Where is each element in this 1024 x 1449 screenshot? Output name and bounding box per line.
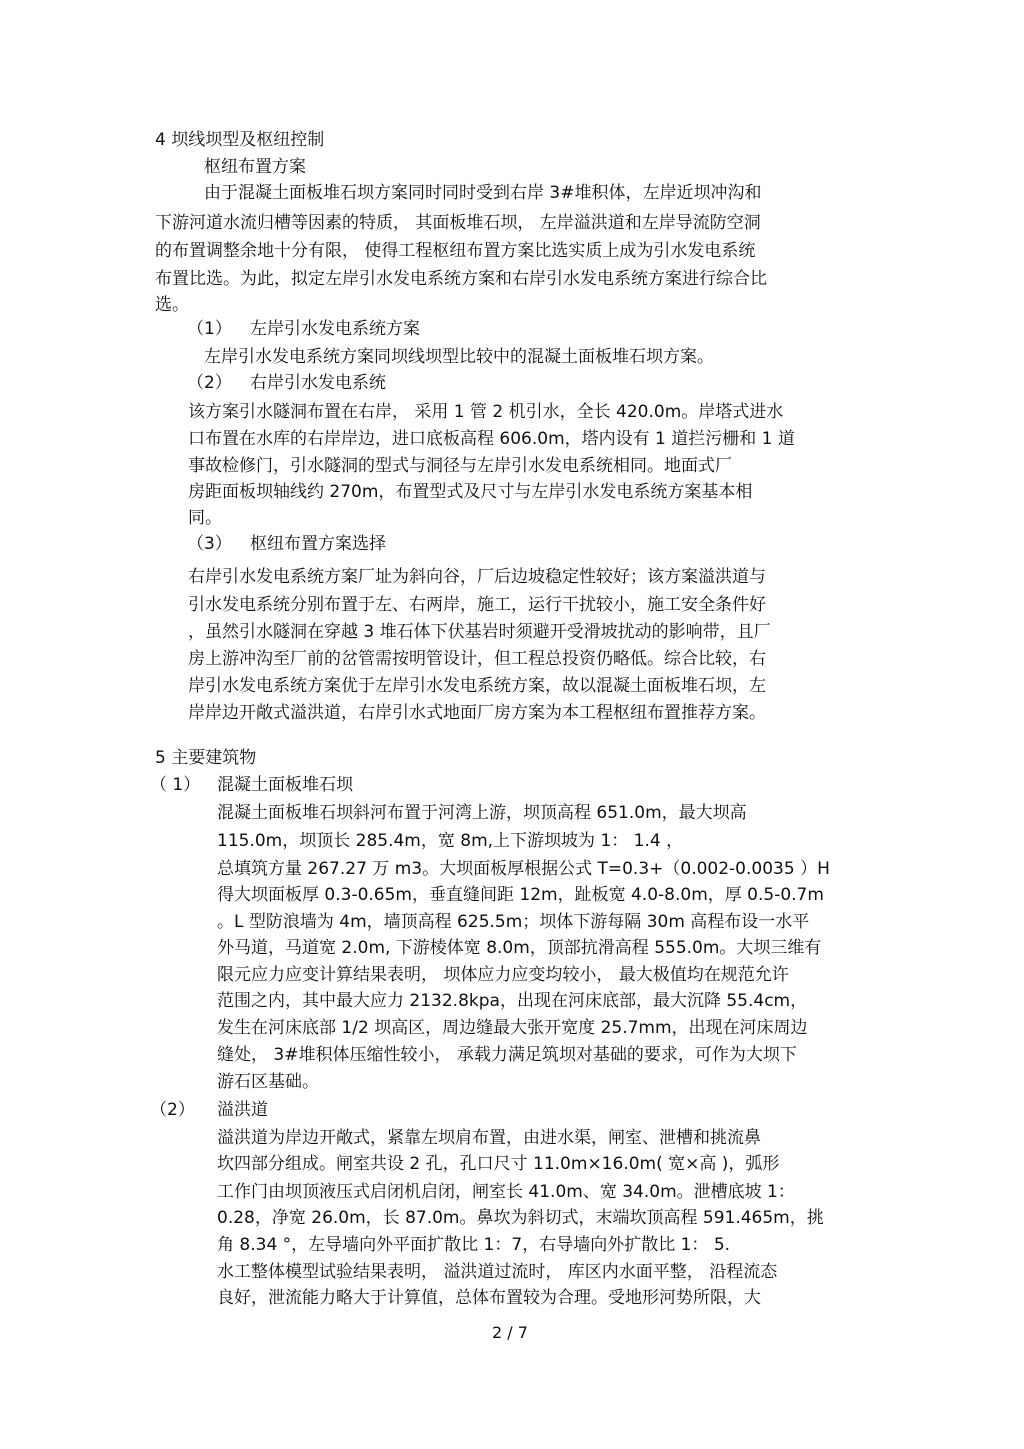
item-number: （1）: [187, 319, 232, 339]
paragraph-line: 房上游冲沟至厂前的岔管需按明管设计，但工程总投资仍略低。综合比较，右: [188, 649, 766, 669]
paragraph-line: 溢洪道为岸边开敞式，紧靠左坝肩布置，由进水渠，闸室、泄槽和挑流鼻: [217, 1128, 761, 1148]
item-title: 右岸引水发电系统: [250, 373, 386, 393]
paragraph-line: 范围之内，其中最大应力 2132.8kpa，出现在河床底部，最大沉降 55.4cm，: [217, 991, 808, 1011]
paragraph-line: 口布置在水库的右岸岸边，进口底板高程 606.0m，塔内设有 1 道拦污栅和 1 道: [188, 429, 795, 449]
paragraph-line: 115.0m，坝顶长 285.4m，宽 8m,上下游坝坡为 1： 1.4 ，: [217, 831, 684, 851]
paragraph-line: 的布置调整余地十分有限， 使得工程枢纽布置方案比选实质上成为引水发电系统: [155, 241, 756, 261]
section-5-heading: 5 主要建筑物: [155, 748, 257, 768]
paragraph-line: 左岸引水发电系统方案同坝线坝型比较中的混凝土面板堆石坝方案。: [204, 347, 714, 367]
paragraph-line: 限元应力应变计算结果表明， 坝体应力应变均较小， 最大极值均在规范允许: [217, 965, 789, 985]
paragraph-line: 下游河道水流归槽等因素的特质， 其面板堆石坝， 左岸溢洪道和左岸导流防空洞: [155, 213, 761, 233]
paragraph-line: 同。: [188, 508, 222, 528]
page-number: 2 / 7: [492, 1323, 528, 1342]
paragraph-line: 引水发电系统分别布置于左、右两岸，施工，运行干扰较小，施工安全条件好: [188, 595, 766, 615]
section-4-subheading: 枢纽布置方案: [204, 157, 306, 177]
paragraph-line: 该方案引水隧洞布置在右岸， 采用 1 管 2 机引水，全长 420.0m。岸塔式进水: [188, 402, 784, 422]
paragraph-line: 房距面板坝轴线约 270m，布置型式及尺寸与左岸引水发电系统方案基本相: [188, 482, 753, 502]
paragraph-line: 右岸引水发电系统方案厂址为斜向谷，厂后边坡稳定性较好；该方案溢洪道与: [188, 567, 766, 587]
paragraph-line: 良好，泄流能力略大于计算值，总体布置较为合理。受地形河势所限，大: [217, 1288, 761, 1308]
section-4-heading: 4 坝线坝型及枢纽控制: [155, 130, 325, 150]
paragraph-line: 岸引水发电系统方案优于左岸引水发电系统方案，故以混凝土面板堆石坝，左: [188, 676, 766, 696]
item-number: （3）: [187, 534, 232, 554]
paragraph-line: 外马道，马道宽 2.0m, 下游棱体宽 8.0m，顶部抗滑高程 555.0m。大坝三维有: [217, 938, 822, 958]
paragraph-line: ，虽然引水隧洞在穿越 3 堆石体下伏基岩时须避开受滑坡扰动的影响带，且厂: [188, 622, 771, 642]
paragraph-line: 发生在河床底部 1/2 坝高区，周边缝最大张开宽度 25.7mm，出现在河床周边: [217, 1018, 808, 1038]
paragraph-line: 选。: [155, 295, 189, 315]
item-title: 溢洪道: [217, 1100, 268, 1120]
paragraph-line: 由于混凝土面板堆石坝方案同时同时受到右岸 3#堆积体，左岸近坝冲沟和: [204, 183, 762, 203]
paragraph-line: 得大坝面板厚 0.3-0.65m，垂直缝间距 12m，趾板宽 4.0-8.0m，厚 0.5-0.7m: [217, 885, 824, 905]
paragraph-line: 游石区基础。: [217, 1072, 319, 1092]
paragraph-line: 总填筑方量 267.27 万 m3。大坝面板厚根据公式 T=0.3+（0.002-0.0035 ）H: [217, 859, 830, 879]
paragraph-line: 事故检修门，引水隧洞的型式与洞径与左岸引水发电系统相同。地面式厂: [188, 456, 732, 476]
paragraph-line: 坎四部分组成。闸室共设 2 孔，孔口尺寸 11.0m×16.0m( 宽×高 )，弧形: [217, 1154, 780, 1174]
paragraph-line: 缝处， 3#堆积体压缩性较小， 承载力满足筑坝对基础的要求，可作为大坝下: [217, 1045, 797, 1065]
paragraph-line: 岸岸边开敞式溢洪道，右岸引水式地面厂房方案为本工程枢纽布置推荐方案。: [188, 703, 766, 723]
paragraph-line: 布置比选。为此，拟定左岸引水发电系统方案和右岸引水发电系统方案进行综合比: [155, 269, 767, 289]
paragraph-line: 混凝土面板堆石坝斜河布置于河湾上游，坝顶高程 651.0m，最大坝高: [217, 803, 747, 823]
item-number: （2）: [150, 1100, 195, 1120]
item-number: （2）: [187, 373, 232, 393]
paragraph-line: 角 8.34 °，左导墙向外平面扩散比 1：7，右导墙向外扩散比 1： 5.: [217, 1235, 731, 1255]
item-title: 混凝土面板堆石坝: [217, 775, 353, 795]
paragraph-line: 工作门由坝顶液压式启闭机启闭，闸室长 41.0m、宽 34.0m。泄槽底坡 1：: [217, 1182, 795, 1202]
paragraph-line: 0.28，净宽 26.0m，长 87.0m。鼻坎为斜切式，末端坎顶高程 591.465m，挑: [217, 1208, 824, 1228]
item-number: （ 1）: [150, 775, 201, 795]
paragraph-line: 水工整体模型试验结果表明， 溢洪道过流时， 库区内水面平整， 沿程流态: [217, 1262, 778, 1282]
item-title: 枢纽布置方案选择: [250, 534, 386, 554]
paragraph-line: 。L 型防浪墙为 4m，墙顶高程 625.5m；坝体下游每隔 30m 高程布设一水平: [217, 912, 810, 932]
item-title: 左岸引水发电系统方案: [250, 319, 420, 339]
